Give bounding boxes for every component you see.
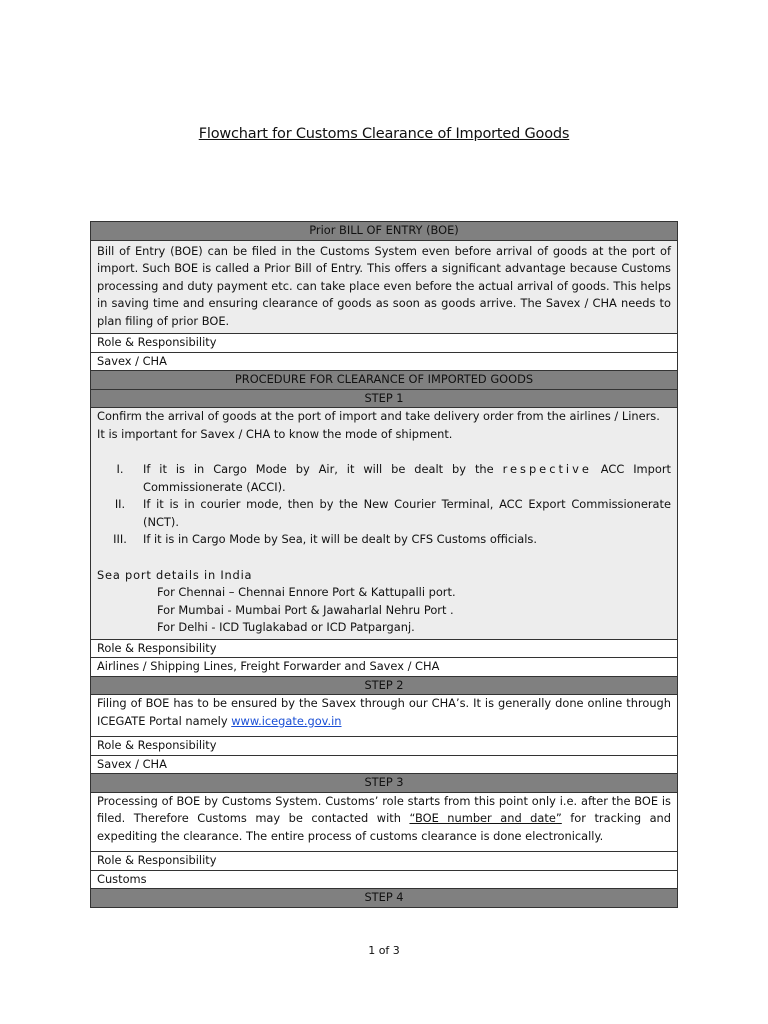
step1-line2: It is important for Savex / CHA to know the mode of shipment. bbox=[97, 426, 453, 441]
prior-boe-header: Prior BILL OF ENTRY (BOE) bbox=[91, 222, 678, 241]
port-line-mumbai: For Mumbai - Mumbai Port & Jawaharlal Nehru Port . bbox=[157, 602, 454, 617]
prior-boe-body: Bill of Entry (BOE) can be filed in the Customs System even before arrival of goods at the port of import. Such BOE is called a Prior Bill of Entry. This offers a significant advantage because Customs processing and duty payment etc. can take place even before the actual arrival of goods. This helps in saving time and ensuring clearance of goods as soon as goods arrive. The Savex / CHA needs to plan filing of prior BOE. bbox=[91, 240, 678, 334]
step3-role-value: Customs bbox=[91, 870, 678, 889]
list-item: II. If it is in courier mode, then by the New Courier Terminal, ACC Export Commissionerate (NCT). bbox=[114, 497, 671, 529]
mode-list bbox=[97, 461, 671, 549]
page-title: Flowchart for Customs Clearance of Imported Goods bbox=[198, 126, 570, 142]
step3-header: STEP 3 bbox=[91, 774, 678, 793]
sea-port-heading: Sea port details in India bbox=[97, 567, 253, 582]
prior-boe-role-label: Role & Responsibility bbox=[91, 334, 678, 353]
prior-boe-role-value: Savex / CHA bbox=[91, 352, 678, 371]
page-number: 1 of 3 bbox=[368, 944, 400, 957]
step3-body: Processing of BOE by Customs System. Customs’ role starts from this point only i.e. after the BOE is filed. Therefore Customs may be contacted with “BOE number and date” for tracking and expediting the clearance. The entire process of customs clearance is done electronically. bbox=[91, 792, 678, 852]
step1-role-value: Airlines / Shipping Lines, Freight Forwarder and Savex / CHA bbox=[91, 658, 678, 677]
step1-role-label: Role & Responsibility bbox=[91, 639, 678, 658]
port-line-delhi: For Delhi - ICD Tuglakabad or ICD Patparganj. bbox=[157, 620, 415, 634]
step2-role-value: Savex / CHA bbox=[91, 755, 678, 774]
icegate-link[interactable]: www.icegate.gov.in bbox=[231, 713, 342, 728]
list-item: III. If it is in Cargo Mode by Sea, it will be dealt by CFS Customs officials. bbox=[113, 532, 537, 546]
step1-line1: Confirm the arrival of goods at the port of import and take delivery order from the airlines / Liners. bbox=[97, 409, 660, 423]
list-item: I. If it is in Cargo Mode by Air, it will be dealt by the respective ACC Import Commissionerate (ACCI). bbox=[116, 462, 672, 494]
boe-number-date: “BOE number and date” bbox=[409, 811, 562, 825]
step1-body bbox=[91, 408, 678, 640]
procedure-table bbox=[90, 221, 678, 908]
port-line-chennai: For Chennai – Chennai Ennore Port & Kattupalli port. bbox=[157, 585, 456, 599]
step3-role-label: Role & Responsibility bbox=[91, 852, 678, 871]
step4-header: STEP 4 bbox=[91, 889, 678, 908]
procedure-header: PROCEDURE FOR CLEARANCE OF IMPORTED GOODS bbox=[91, 371, 678, 390]
step2-body: Filing of BOE has to be ensured by the Savex through our CHA’s. It is generally done online through ICEGATE Portal namely www.icegate.gov.in bbox=[91, 695, 678, 737]
step1-header: STEP 1 bbox=[91, 389, 678, 408]
step2-role-label: Role & Responsibility bbox=[91, 737, 678, 756]
step2-header: STEP 2 bbox=[91, 676, 678, 695]
